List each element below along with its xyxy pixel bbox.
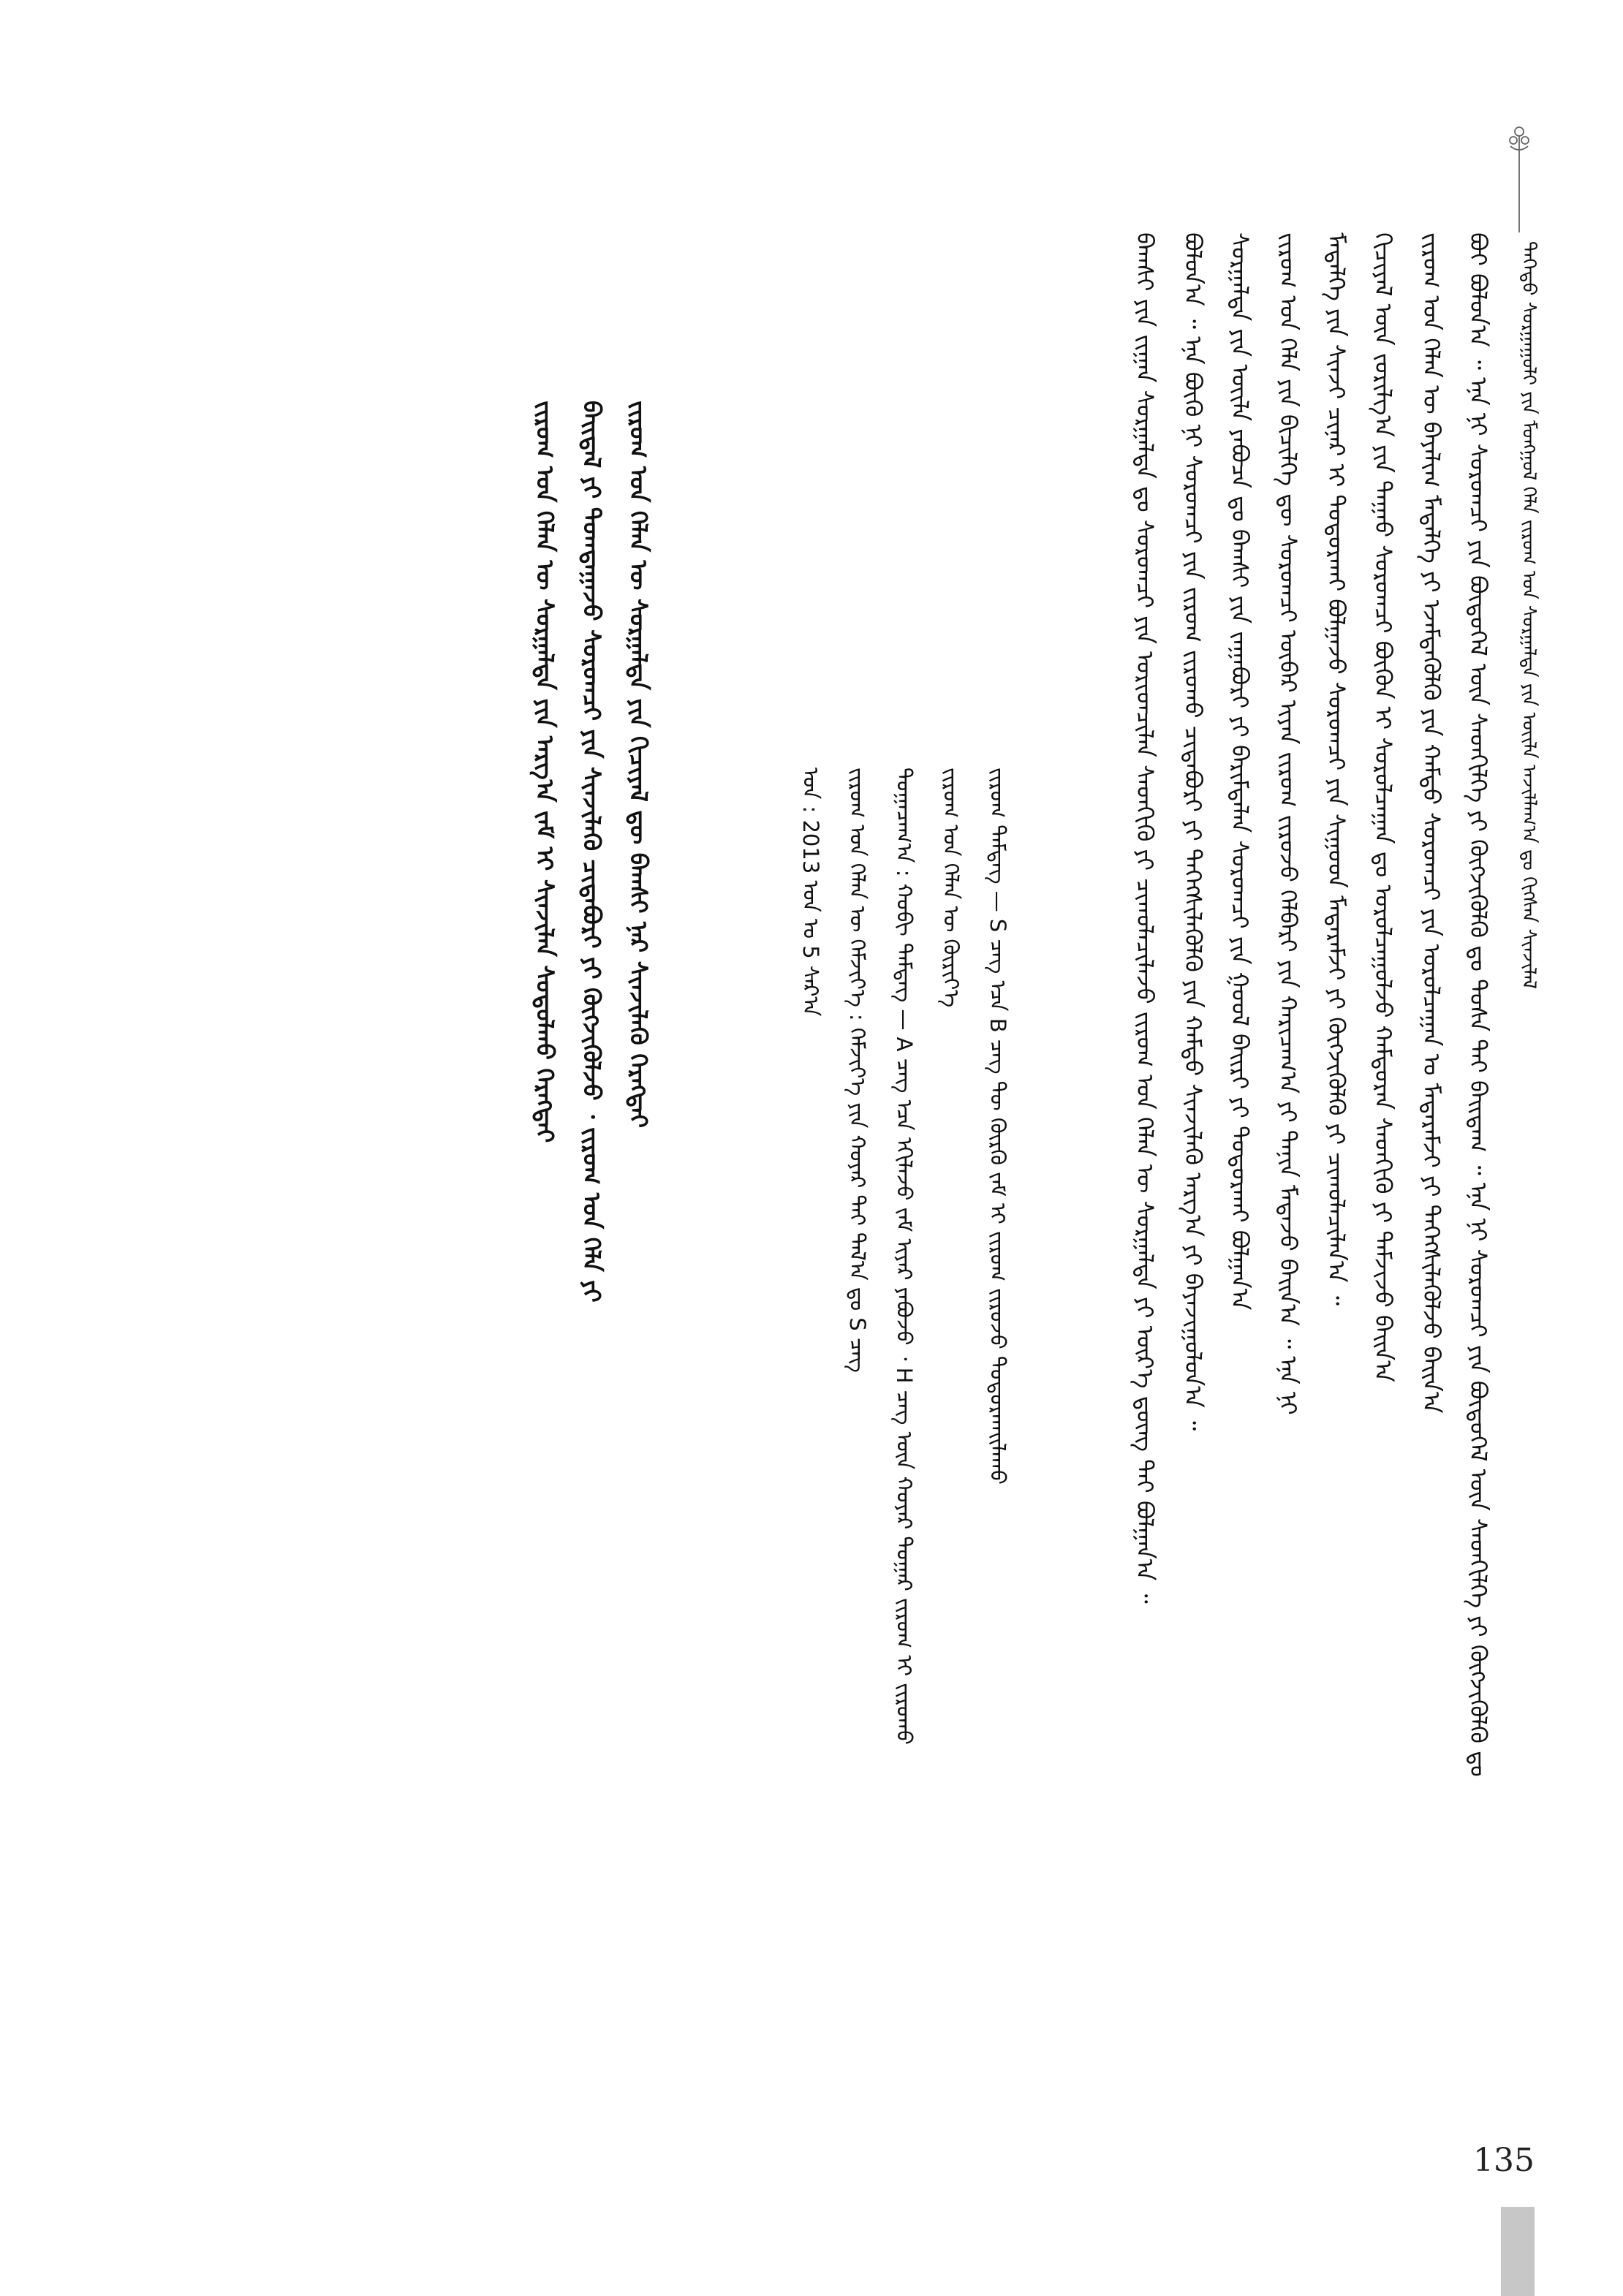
running-head: ᠳᠡᠭᠡᠳᠦ ᠰᠤᠷᠭᠠᠭᠤᠯᠢ ᠶᠢᠨ ᠮᠤᠩᠭᠤᠯ ᠬᠡᠯᠡ ᠵᠢᠷᠤᠬ ᠤᠨ ᠰᠤᠷᠭᠠᠯᠲᠠ ᠶᠢᠨ ᠦᠢᠯᠡ ᠠᠵᠢᠯᠯᠠᠭ᠎ᠠ ᠳᠤ ᠬᠢᠭᠰᠡᠨ ᠰᠢᠨᠵᠢᠯᠡᠯ <box>1518 241 1540 990</box>
body-line: ᠪᠤᠢ ᠪᠣᠯᠤᠨ᠎ᠠ ᠃ ᠡᠨᠡ ᠨᠢ ᠰᠤᠷᠤᠭᠴᠢ ᠶᠢᠨ ᠪᠦᠲᠦᠭᠡᠯ ᠦᠨ ᠰᠡᠳᠬᠢᠯᠭᠡ ᠶᠢ ᠬᠦᠭᠵᠢᠭᠦᠯᠬᠦ ᠳᠤ ᠲᠤᠰᠠ ᠲᠠᠢ ᠪᠠᠢᠳᠠᠭ ᠃ ᠡᠨᠡ ᠨᠢ ᠰᠤᠷᠤᠭᠴᠢ ᠶᠢᠨ ᠪᠦᠲᠦᠭᠡᠯ ᠦᠨ ᠰᠡᠳᠬᠢᠯᠭᠡ ᠶᠢ ᠬᠦᠭᠵᠢᠭᠦᠯᠬᠦ ᠳᠤ <box>1464 232 1492 1777</box>
header-rule <box>1518 162 1520 232</box>
page-number: 135 <box>1473 2142 1535 2179</box>
body-line: ᠮᠡᠳᠡᠯᠭᠡ ᠶᠢᠨ ᠰᠢᠨᠵᠢ ᠴᠢᠨᠠᠷ ᠢ ᠲᠣᠳᠤᠷᠬᠠᠢ ᠪᠣᠯᠭᠠᠵᠤ ᠰᠤᠷᠤᠭᠴᠢ ᠶᠢᠨ ᠰᠢᠭᠤᠳ ᠮᠡᠳᠡᠷᠡᠮᠵᠢ ᠶᠢ ᠬᠥᠭᠵᠢᠭᠦᠯᠬᠦ ᠶᠢ ᠴᠢᠬᠤᠯᠠᠴᠢᠯᠠᠨ᠎ᠠ ᠃ <box>1323 232 1350 1306</box>
body-line: ᠬᠢᠴᠢᠶᠡᠯ ᠦᠨ ᠵᠣᠷᠢᠯᠭ᠎ᠠ ᠶᠢᠨ ᠳᠠᠭᠠᠤ ᠰᠤᠷᠤᠭᠴᠢ ᠪᠦᠬᠦᠨ ᠢ ᠰᠤᠷᠤᠯᠴᠠᠭᠠᠨ ᠳᠤ ᠣᠷᠤᠯᠴᠠᠭᠤᠯᠵᠤ ᠬᠠᠮᠲᠤᠷᠠᠨ ᠰᠡᠳᠬᠢᠬᠦ ᠶᠢ ᠳᠡᠮᠵᠢᠵᠦ ᠪᠠᠢᠨ᠎ᠠ <box>1369 232 1397 1382</box>
body-line: ᠪᠣᠯᠤᠨ᠎ᠠ ᠃ ᠡᠨᠡ ᠪᠦᠬᠦ ᠨᠢ ᠰᠤᠷᠤᠭᠴᠢ ᠶᠢᠨ ᠵᠢᠷᠤᠭ ᠵᠢᠷᠤᠬᠤ ᠴᠢᠳᠠᠪᠤᠷᠢ ᠶᠢ ᠳᠡᠭᠡᠭᠰᠢᠯᠡᠭᠦᠯᠬᠦ ᠶᠢᠨ ᠬᠠᠮᠲᠤ ᠰᠢᠨᠵᠢᠯᠡᠬᠦ ᠠᠷᠭ᠎ᠠ ᠶᠢ ᠪᠠᠶᠠᠵᠢᠭᠤᠯᠤᠨ᠎ᠠ ᠃ <box>1179 232 1207 1431</box>
caption-line: ᠵᠢᠷᠤᠭ ᠤᠨ ᠬᠡᠯᠡᠨ ᠦ ᠬᠦᠷᠢᠶ᠎ᠡ <box>939 768 964 1008</box>
closing-line: ᠵᠢᠷᠤᠭ ᠤᠨ ᠬᠡᠯᠡᠨ ᠦ ᠰᠤᠷᠭᠠᠯᠲᠠ ᠶᠢᠨ ᠬᠢᠴᠢᠶᠡᠯ ᠳᠦ ᠪᠠᠭᠰᠢ ᠨᠠᠷ ᠰᠢᠨᠵᠢᠯᠡᠬᠦ ᠬᠡᠷᠡᠭᠲᠡᠢ <box>624 401 653 1129</box>
body-line: ᠪᠠᠭᠰᠢ ᠶᠢᠨ ᠵᠢᠭᠠᠨ ᠰᠤᠷᠭᠠᠯᠲᠠ ᠳᠤ ᠰᠤᠷᠤᠭᠴᠢ ᠶᠢᠨ ᠤᠷᠢᠳᠴᠢᠯᠠᠨ ᠰᠡᠳᠬᠢᠬᠦ ᠶᠢ ᠴᠢᠬᠤᠯᠠᠴᠢᠯᠠᠵᠤ ᠵᠢᠷᠤᠭ ᠤᠨ ᠬᠡᠯᠡᠨ ᠦ ᠰᠤᠷᠭᠠᠯᠲᠠ ᠶᠢ ᠦᠷ᠎ᠡ ᠳ᠋ᠦᠩ ᠲᠡᠢ ᠪᠣᠯᠭᠠᠨ᠎ᠠ ᠃ <box>1131 232 1159 1604</box>
closing-line: ᠪᠠᠢᠳᠠᠯ ᠶᠢ ᠲᠣᠭᠲᠠᠭᠠᠵᠤ ᠰᠤᠷᠤᠭᠴᠢ ᠶᠢᠨ ᠰᠢᠨᠵᠢᠯᠡᠬᠦ ᠴᠢᠳᠠᠪᠤᠷᠢ ᠶᠢ ᠬᠦᠭᠵᠢᠭᠦᠯᠵᠦ ᠂ ᠵᠢᠷᠤᠭ ᠤᠨ ᠬᠡᠯᠡ ᠶᠢ <box>578 401 606 1303</box>
caption-line: ᠲᠣᠭᠠᠴᠠᠭ᠎ᠠ : ᠬᠤᠪᠢ ᠲᠡᠮᠳᠡᠭ — A ᠴᠡᠭ ᠡᠴᠡ ᠡᠬᠢᠯᠡᠵᠦ ᠵᠠᠮ ᠢᠶᠠᠷ ᠶᠠᠪᠤᠵᠤ ᠂ H ᠴᠡᠭ ᠦᠨ ᠬᠣᠶᠠᠷ ᠳᠤᠭᠠᠷ ᠵᠢᠷᠤᠭ ᠢ ᠵᠢᠷᠤᠬᠤ <box>892 768 917 1745</box>
caption-line: ᠵᠢᠷᠤᠭ ᠲᠡᠮᠳᠡᠭ — S ᠴᠡᠭ ᠡᠴᠡ B ᠴᠡᠭ ᠲᠦ ᠬᠦᠷᠬᠦ ᠵᠠᠮ ᠢ ᠵᠢᠷᠤᠭ ᠵᠢᠷᠤᠵᠤ ᠲᠣᠳᠤᠷᠬᠠᠢᠯᠠᠬᠤ <box>985 768 1010 1485</box>
header-ornament-icon <box>1505 124 1534 162</box>
caption-line: ᠣᠨ : 2013 ᠣᠨ ᠤ 5 ᠰᠠᠷ᠎ᠠ <box>798 768 823 1017</box>
body-line: ᠰᠤᠷᠭᠠᠯᠲᠠ ᠶᠢᠨ ᠦᠢᠯᠡ ᠶᠠᠪᠤᠴᠠ ᠳᠤ ᠪᠠᠭᠰᠢ ᠶᠢᠨ ᠵᠠᠭᠠᠪᠤᠷᠢ ᠶᠢ ᠪᠠᠷᠢᠮᠲᠠᠯᠠᠨ ᠰᠤᠷᠤᠭᠴᠢ ᠶᠢᠨ ᠭᠣᠣᠯ ᠪᠠᠢᠷᠢ ᠶᠢ ᠲᠣᠳᠤᠷᠬᠠᠢ ᠪᠣᠯᠭᠠᠨ᠎ᠠ <box>1226 232 1254 1311</box>
page-edge-tab <box>1501 2207 1535 2296</box>
closing-line: ᠵᠢᠷᠤᠭ ᠤᠨ ᠬᠡᠯᠡᠨ ᠦ ᠰᠤᠷᠭᠠᠯᠲᠠ ᠶᠢᠨ ᠠᠷᠭ᠎ᠠ ᠵᠠᠮ ᠢ ᠰᠢᠨᠵᠢᠯᠡᠨ ᠰᠤᠳᠤᠯᠬᠤ ᠬᠡᠷᠡᠭᠲᠡᠢ <box>531 401 559 1143</box>
caption-line: ᠵᠢᠷᠤᠭ ᠤᠨ ᠬᠡᠯᠡᠨ ᠦ ᠬᠡᠮᠵᠢᠶ᠎ᠡ : ᠬᠡᠮᠵᠢᠶ᠎ᠡ ᠶᠢᠨ ᠬᠣᠶᠠᠷ ᠲᠡᠢ ᠲᠠᠯ᠎ᠠ ᠳᠤ S ᠴᠡᠭ <box>845 768 870 1373</box>
body-line: ᠵᠢᠷᠤᠭ ᠤᠨ ᠬᠡᠯᠡᠨ ᠦ ᠪᠠᠶᠠᠯᠢᠭ ᠮᠡᠳᠡᠯᠭᠡ ᠶᠢ ᠡᠵᠡᠮᠳᠡᠭᠦᠯᠬᠦ ᠶᠢᠨ ᠬᠠᠮᠲᠤ ᠰᠤᠷᠤᠭᠴᠢ ᠶᠢᠨ ᠤᠷᠤᠯᠴᠠᠭᠠᠨ ᠤ ᠮᠡᠳᠡᠷᠡᠮᠵᠢ ᠶᠢ ᠳᠡᠭᠡᠭᠰᠢᠯᠡᠭᠦᠯᠵᠦ ᠪᠠᠢᠨ᠎ᠠ <box>1418 232 1445 1414</box>
body-line: ᠵᠢᠷᠤᠭ ᠤᠨ ᠬᠡᠯᠡ ᠶᠢᠨ ᠪᠢᠴᠢᠯᠭᠡ ᠳᠦ ᠰᠤᠷᠤᠭᠴᠢ ᠦᠪᠡᠷ ᠢᠶᠡᠨ ᠵᠢᠷᠤᠭ ᠵᠢᠷᠤᠵᠤ ᠬᠡᠯᠪᠡᠷᠢ ᠶᠢᠨ ᠬᠠᠷᠢᠴᠠᠭ᠎ᠠ ᠶᠢ ᠲᠠᠨᠢᠨ ᠮᠡᠳᠡᠵᠦ ᠪᠠᠢᠨ᠎ᠠ ᠃ ᠡᠨᠡ ᠨᠢ <box>1274 232 1302 1415</box>
